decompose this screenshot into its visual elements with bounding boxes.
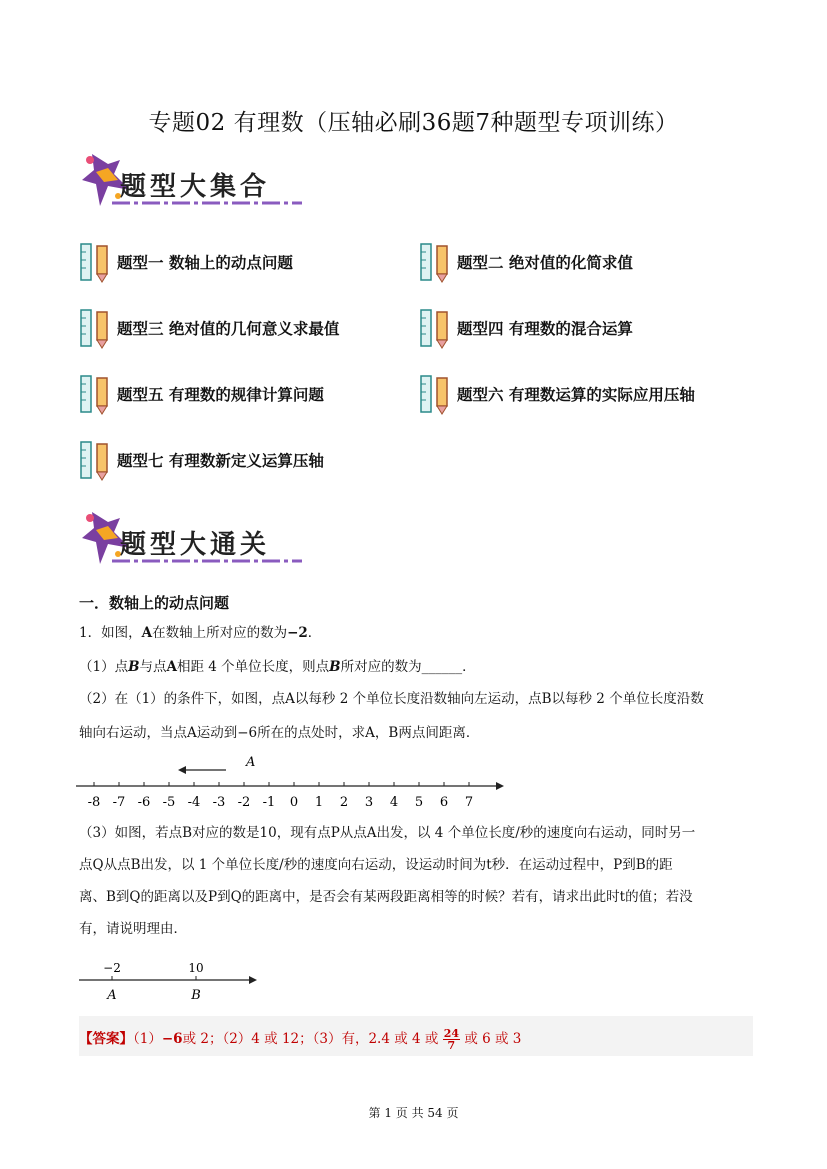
question-type-5 (79, 372, 324, 416)
axis-arrow (249, 976, 257, 984)
ruler-pencil-icon (79, 438, 113, 482)
point-a-value: −2 (103, 961, 121, 975)
tick-label: 6 (439, 795, 449, 810)
question-type-1 (79, 240, 293, 284)
question-type-2 (419, 240, 633, 284)
tick-label: 3 (364, 795, 374, 810)
point-b-value: 10 (188, 961, 204, 975)
number-line-figure-2 (79, 955, 269, 1007)
tick-label: -2 (237, 795, 251, 810)
answer-text: 【答案】（1）−6或 2；（2）4 或 12；（3）有，2.4 或 4 或 $\frac{24}{7}$ 或 6 或 3 (79, 1027, 522, 1052)
axis-arrow (496, 782, 504, 790)
page-title: 专题02 有理数（压轴必刷36题7种题型专项训练） (148, 110, 679, 136)
tick-label: -6 (137, 795, 151, 810)
badge-pass (78, 508, 308, 572)
question-type-7 (79, 438, 324, 482)
question-1-part1: （1）点B与点A相距 4 个单位长度，则点B所对应的数为______． (79, 659, 476, 675)
question-type-label: 题型一 数轴上的动点问题 (117, 254, 293, 272)
tick-label: 7 (464, 795, 474, 810)
question-type-label: 题型四 有理数的混合运算 (457, 320, 633, 338)
badge-underline (112, 558, 302, 564)
point-a-label: A (107, 988, 117, 1003)
tick-label: -8 (87, 795, 101, 810)
point-a-label: A (246, 755, 256, 770)
ruler-pencil-icon (79, 372, 113, 416)
badge-collection-text: 题型大集合 (120, 172, 271, 202)
badge-underline (112, 200, 302, 206)
tick-label: -7 (112, 795, 126, 810)
tick-label: 5 (414, 795, 424, 810)
section-heading: 一．数轴上的动点问题 (79, 594, 230, 612)
answer-tag: 【答案】 (79, 1031, 133, 1047)
question-type-4 (419, 306, 633, 350)
question-type-label: 题型六 有理数运算的实际应用压轴 (457, 386, 695, 404)
question-1-part2-line2: 轴向右运动，当点A运动到−6所在的点处时，求A，B两点间距离． (79, 725, 480, 741)
question-type-label: 题型二 绝对值的化简求值 (457, 254, 633, 272)
tick-label: 0 (289, 795, 299, 810)
question-type-label: 题型三 绝对值的几何意义求最值 (117, 320, 340, 338)
question-type-label: 题型七 有理数新定义运算压轴 (117, 452, 324, 470)
tick-label: -5 (162, 795, 176, 810)
ruler-pencil-icon (419, 240, 453, 284)
question-1-part2-line1: （2）在（1）的条件下，如图，点A以每秒 2 个单位长度沿数轴向左运动，点B以每秒 2 个单位长度沿数 (79, 691, 704, 707)
tick-label: 1 (314, 795, 324, 810)
question-1-part3-line1: （3）如图，若点B对应的数是10，现有点P从点A出发，以 4 个单位长度/秒的速度向右运动，同时另一 (79, 825, 696, 841)
ruler-pencil-icon (79, 240, 113, 284)
question-type-6 (419, 372, 695, 416)
number-line-figure-1 (76, 750, 506, 812)
question-1-part3-line2: 点Q从点B出发，以 1 个单位长度/秒的速度向右运动，设运动时间为t秒．在运动过程中，P到B的距 (79, 857, 673, 873)
question-1-part3-line4: 有，请说明理由． (79, 921, 187, 937)
question-type-3 (79, 306, 339, 350)
tick-label: -3 (212, 795, 226, 810)
page-footer: 第 1 页 共 54 页 (368, 1106, 459, 1120)
ruler-pencil-icon (419, 306, 453, 350)
ruler-pencil-icon (419, 372, 453, 416)
tick-label: 2 (339, 795, 349, 810)
tick-label: 4 (389, 795, 399, 810)
question-type-label: 题型五 有理数的规律计算问题 (117, 386, 324, 404)
question-1-intro: 1．如图，A在数轴上所对应的数为−2． (79, 625, 322, 641)
ruler-pencil-icon (79, 306, 113, 350)
badge-collection (78, 150, 308, 214)
tick-label: -4 (187, 795, 201, 810)
badge-pass-text: 题型大通关 (120, 530, 271, 560)
answer-box (79, 1016, 753, 1056)
tick-label: -1 (262, 795, 276, 810)
answer-fraction: $\frac{24}{7}$ (443, 1027, 460, 1052)
question-1-part3-line3: 离、B到Q的距离以及P到Q的距离中，是否会有某两段距离相等的时候？若有，请求出此时t的值；若没 (79, 889, 693, 905)
point-b-label: B (191, 988, 201, 1003)
